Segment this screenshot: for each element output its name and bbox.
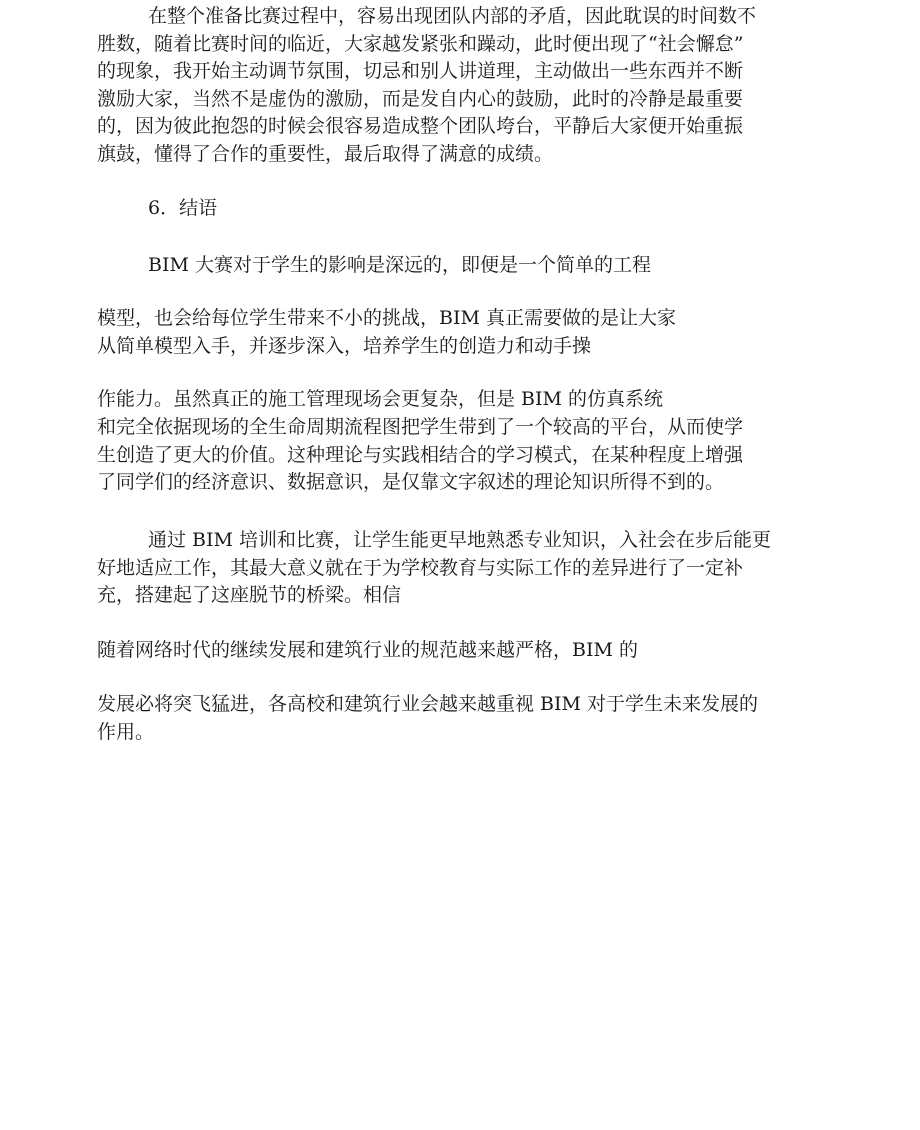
paragraph-line: 充，搭建起了这座脱节的桥梁。相信 <box>97 584 402 606</box>
paragraph-line: 作用。 <box>97 721 155 743</box>
paragraph-line: 发展必将突飞猛进，各高校和建筑行业会越来越重视 BIM 对于学生未来发展的 <box>97 693 759 715</box>
paragraph-line: 了同学们的经济意识、数据意识，是仅靠文字叙述的理论知识所得不到的。 <box>97 471 725 493</box>
paragraph-line: 的现象，我开始主动调节氛围，切忌和别人讲道理，主动做出一些东西并不断 <box>97 60 744 82</box>
paragraph-line: 在整个准备比赛过程中，容易出现团队内部的矛盾，因此耽误的时间数不 <box>148 5 757 27</box>
paragraph-line: BIM 大赛对于学生的影响是深远的，即便是一个简单的工程 <box>148 254 651 276</box>
paragraph-line: 作能力。虽然真正的施工管理现场会更复杂，但是 BIM 的仿真系统 <box>97 388 664 410</box>
paragraph-line: 随着网络时代的继续发展和建筑行业的规范越来越严格，BIM 的 <box>97 639 638 661</box>
paragraph-line: 从简单模型入手，并逐步深入，培养学生的创造力和动手操 <box>97 335 592 357</box>
paragraph-line: 通过 BIM 培训和比赛，让学生能更早地熟悉专业知识，入社会在步后能更 <box>148 529 772 551</box>
paragraph-line: 激励大家，当然不是虚伪的激励，而是发自内心的鼓励，此时的冷静是最重要 <box>97 88 744 110</box>
paragraph-line: 模型，也会给每位学生带来不小的挑战，BIM 真正需要做的是让大家 <box>97 307 676 329</box>
paragraph-line: 好地适应工作，其最大意义就在于为学校教育与实际工作的差异进行了一定补 <box>97 557 744 579</box>
paragraph-line: 旗鼓，懂得了合作的重要性，最后取得了满意的成绩。 <box>97 143 554 165</box>
paragraph-line: 生创造了更大的价值。这种理论与实践相结合的学习模式，在某种程度上增强 <box>97 444 744 466</box>
paragraph-line: 胜数，随着比赛时间的临近，大家越发紧张和躁动，此时便出现了“社会懈怠” <box>97 33 744 55</box>
paragraph-line: 的，因为彼此抱怨的时候会很容易造成整个团队垮台，平静后大家便开始重振 <box>97 115 744 137</box>
section-heading: 6．结语 <box>148 197 218 219</box>
paragraph-line: 和完全依据现场的全生命周期流程图把学生带到了一个较高的平台，从而使学 <box>97 416 744 438</box>
